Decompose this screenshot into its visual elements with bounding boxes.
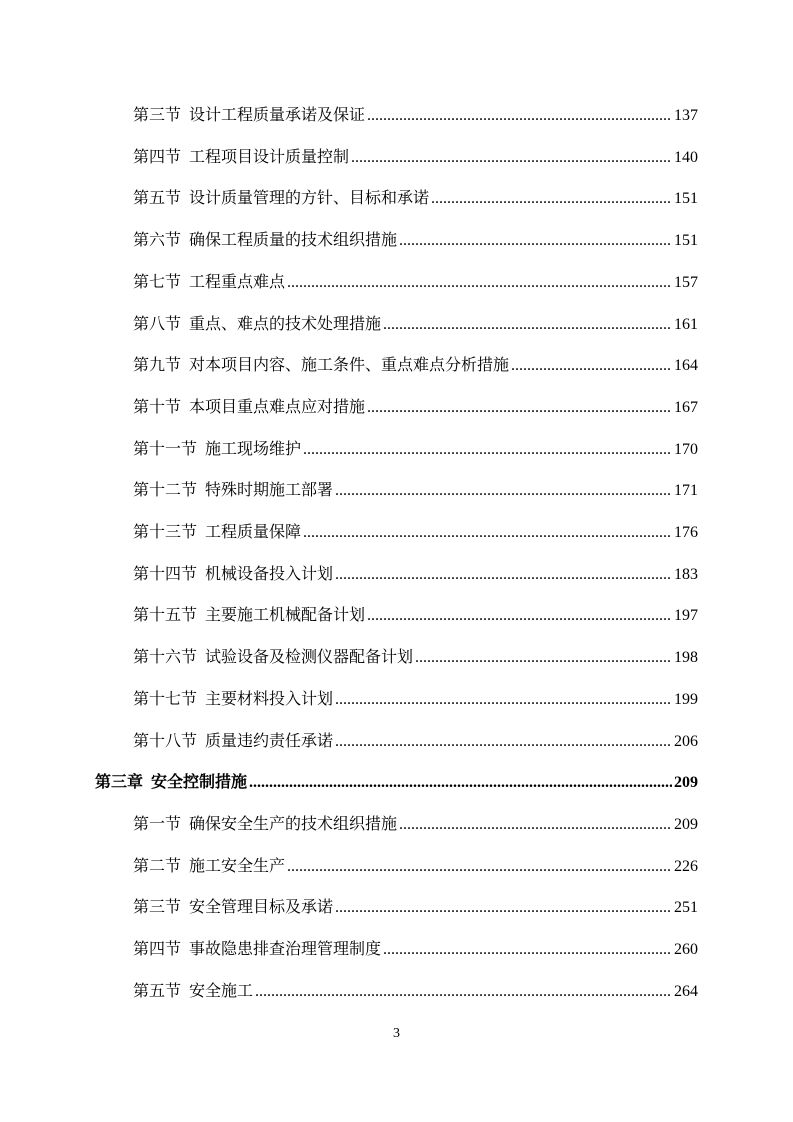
toc-section-entry[interactable] <box>133 896 698 920</box>
entry-title: 特殊时期施工部署 <box>205 482 334 500</box>
dot-leader <box>367 396 672 420</box>
entry-title: 试验设备及检测仪器配备计划 <box>205 649 414 667</box>
dot-leader <box>287 855 672 879</box>
entry-label <box>133 855 285 879</box>
entry-page: 199 <box>674 690 698 708</box>
entry-title: 工程质量保障 <box>205 524 302 541</box>
entry-page: 167 <box>674 398 698 416</box>
entry-title: 确保工程质量的技术组织措施 <box>189 232 398 250</box>
toc-section-entry[interactable] <box>133 187 698 211</box>
entry-number: 第三章 <box>95 774 144 792</box>
entry-number: 第三节 <box>133 107 182 124</box>
entry-page: 209 <box>674 815 698 833</box>
entry-number: 第五节 <box>133 190 182 208</box>
entry-number: 第六节 <box>133 232 182 250</box>
dot-leader <box>351 146 672 170</box>
toc-section-entry[interactable] <box>133 479 698 503</box>
entry-number: 第三节 <box>133 899 182 917</box>
entry-title: 质量违约责任承诺 <box>205 732 334 750</box>
dot-leader <box>335 730 672 754</box>
entry-label <box>133 896 333 920</box>
dot-leader <box>249 771 672 795</box>
dot-leader <box>287 271 672 295</box>
dot-leader <box>335 563 672 587</box>
entry-number: 第五节 <box>133 982 182 1000</box>
entry-title: 安全管理目标及承诺 <box>189 899 334 917</box>
entry-page: 170 <box>674 440 698 458</box>
entry-page: 260 <box>674 941 698 958</box>
entry-label <box>133 688 333 712</box>
entry-title: 主要材料投入计划 <box>205 690 334 708</box>
dot-leader <box>335 688 672 712</box>
entry-title: 设计质量管理的方针、目标和承诺 <box>189 190 430 208</box>
entry-label <box>133 229 397 253</box>
entry-page: 209 <box>674 774 698 792</box>
dot-leader <box>383 313 672 337</box>
entry-title: 安全控制措施 <box>151 774 248 792</box>
dot-leader <box>415 646 672 670</box>
entry-page: 206 <box>674 732 698 750</box>
entry-title: 确保安全生产的技术组织措施 <box>189 815 398 833</box>
dot-leader <box>399 813 672 837</box>
dot-leader <box>255 980 672 1004</box>
entry-page: 137 <box>674 107 698 124</box>
entry-label <box>133 313 381 337</box>
entry-number: 第四节 <box>133 148 182 166</box>
dot-leader <box>335 479 672 503</box>
toc-section-entry[interactable] <box>133 104 698 128</box>
entry-number: 第十二节 <box>133 482 198 500</box>
toc-section-entry[interactable] <box>133 313 698 337</box>
entry-label <box>133 813 397 837</box>
entry-label <box>133 271 285 295</box>
entry-page: 157 <box>674 273 698 291</box>
entry-page: 151 <box>674 232 698 250</box>
entry-number: 第十七节 <box>133 690 198 708</box>
dot-leader <box>303 438 672 462</box>
entry-page: 251 <box>674 899 698 917</box>
entry-title: 对本项目内容、施工条件、重点难点分析措施 <box>189 357 510 375</box>
entry-label <box>133 730 333 754</box>
entry-page: 264 <box>674 982 698 1000</box>
entry-number: 第一节 <box>133 815 182 833</box>
entry-number: 第七节 <box>133 273 182 291</box>
toc-section-entry[interactable] <box>133 396 698 420</box>
toc-section-entry[interactable] <box>133 438 698 462</box>
entry-number: 第十五节 <box>133 607 198 625</box>
entry-number: 第十四节 <box>133 565 198 583</box>
entry-title: 施工安全生产 <box>189 857 286 875</box>
entry-number: 第十六节 <box>133 649 198 667</box>
toc-section-entry[interactable] <box>133 563 698 587</box>
entry-number: 第二节 <box>133 857 182 875</box>
entry-title: 施工现场维护 <box>205 440 302 458</box>
toc-section-entry[interactable] <box>133 730 698 754</box>
entry-label <box>133 646 413 670</box>
entry-page: 198 <box>674 649 698 667</box>
dot-leader <box>335 896 672 920</box>
entry-page: 161 <box>674 315 698 333</box>
toc-section-entry[interactable] <box>133 980 698 1004</box>
entry-title: 设计工程质量承诺及保证 <box>189 107 366 124</box>
entry-page: 226 <box>674 857 698 875</box>
entry-page: 151 <box>674 190 698 208</box>
entry-title: 重点、难点的技术处理措施 <box>189 315 382 333</box>
dot-leader <box>383 938 672 962</box>
toc-section-entry[interactable] <box>133 938 698 962</box>
entry-number: 第十三节 <box>133 524 198 541</box>
entry-title: 本项目重点难点应对措施 <box>189 398 366 416</box>
entry-label <box>133 146 349 170</box>
toc-chapter-entry[interactable] <box>95 771 698 795</box>
entry-label <box>133 980 253 1004</box>
entry-number: 第十节 <box>133 398 182 416</box>
entry-page: 183 <box>674 565 698 583</box>
toc-section-entry[interactable] <box>133 354 698 378</box>
entry-page: 171 <box>674 482 698 500</box>
entry-title: 事故隐患排查治理管理制度 <box>189 941 382 958</box>
entry-number: 第八节 <box>133 315 182 333</box>
entry-label <box>95 771 247 795</box>
entry-number: 第九节 <box>133 357 182 375</box>
page-number: 3 <box>393 1026 400 1041</box>
toc-section-entry[interactable] <box>133 604 698 628</box>
entry-label <box>133 938 381 962</box>
entry-label <box>133 479 333 503</box>
dot-leader <box>367 104 672 128</box>
dot-leader <box>367 604 672 628</box>
entry-label <box>133 604 365 628</box>
toc-section-entry[interactable] <box>133 521 698 545</box>
dot-leader <box>303 521 672 545</box>
toc-section-entry[interactable] <box>133 646 698 670</box>
toc-section-entry[interactable] <box>133 271 698 295</box>
entry-number: 第十八节 <box>133 732 198 750</box>
entry-label <box>133 354 509 378</box>
toc-section-entry[interactable] <box>133 688 698 712</box>
toc-section-entry[interactable] <box>133 229 698 253</box>
toc-section-entry[interactable] <box>133 146 698 170</box>
entry-title: 机械设备投入计划 <box>205 565 334 583</box>
entry-page: 164 <box>674 357 698 375</box>
entry-label <box>133 104 365 128</box>
toc-section-entry[interactable] <box>133 813 698 837</box>
entry-page: 140 <box>674 148 698 166</box>
entry-title: 安全施工 <box>189 982 254 1000</box>
entry-title: 工程项目设计质量控制 <box>189 148 350 166</box>
entry-number: 第四节 <box>133 941 182 958</box>
dot-leader <box>431 187 672 211</box>
entry-label <box>133 521 301 545</box>
dot-leader <box>511 354 672 378</box>
toc-section-entry[interactable] <box>133 855 698 879</box>
entry-title: 主要施工机械配备计划 <box>205 607 366 625</box>
entry-label <box>133 438 301 462</box>
dot-leader <box>399 229 672 253</box>
entry-page: 197 <box>674 607 698 625</box>
entry-title: 工程重点难点 <box>189 273 286 291</box>
entry-page: 176 <box>674 524 698 541</box>
entry-number: 第十一节 <box>133 440 198 458</box>
entry-label <box>133 187 429 211</box>
entry-label <box>133 563 333 587</box>
entry-label <box>133 396 365 420</box>
